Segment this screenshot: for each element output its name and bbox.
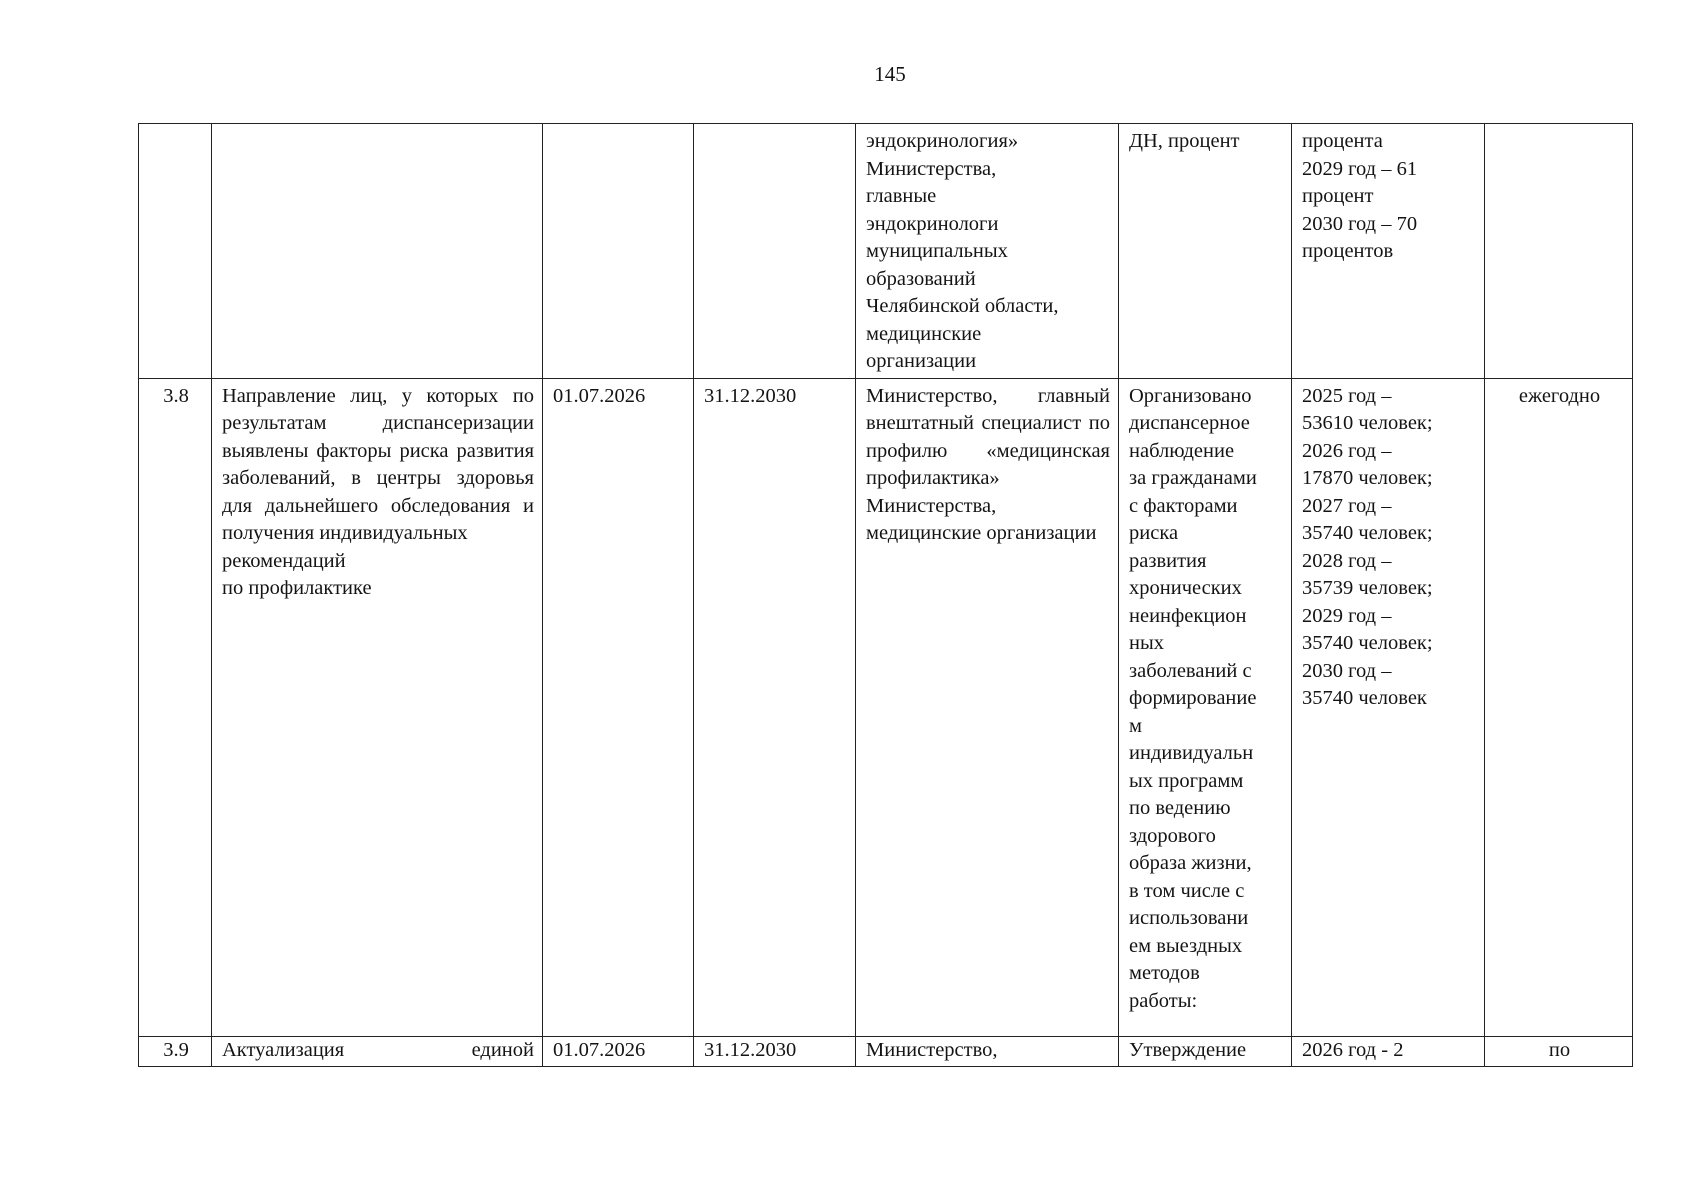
page-number: 145: [874, 62, 906, 86]
cell-number: 3.9: [139, 1036, 212, 1067]
cell-executors: [856, 124, 1119, 379]
cell-values: 2026 год - 2: [1292, 1036, 1485, 1067]
result-text: ДН, процент: [1129, 130, 1240, 152]
result-text: Организовано диспансерное наблюдение за гражданами с факторами риска развития хронических неинфекцион ных заболеваний с формирование м индивидуальн ых программ по ведению здорового образа жизни, в том числе с использовани ем выездных методов работы:: [1129, 384, 1257, 1012]
cell-end-date: 31.12.2030: [694, 378, 856, 1036]
cell-values: [1292, 378, 1485, 1036]
cell-end-date: [694, 124, 856, 379]
cell-periodicity: ежегодно: [1485, 378, 1633, 1036]
cell-measure-name: [212, 124, 543, 379]
measures-table: [138, 123, 1633, 1067]
measure-name-text: Направление лиц, у которых по результатам диспансеризации выявлены факторы риска развития заболеваний, в центры здоровья для дальнейшего обследования и получения индивидуальных рекомендаций по профилактике: [222, 384, 534, 599]
cell-end-date: 31.12.2030: [694, 1036, 856, 1067]
cell-start-date: 01.07.2026: [543, 378, 694, 1036]
cell-result: [1119, 378, 1292, 1036]
cell-measure-name: [212, 378, 543, 1036]
cell-executors: Министерство, главный внештатный специалист по профилю «медицинская профилактика» Министерства, медицинские организации: [856, 378, 1119, 1036]
cell-values: [1292, 124, 1485, 379]
table-row: [139, 124, 1633, 379]
cell-measure-name: Актуализация единой: [212, 1036, 543, 1067]
cell-start-date: 01.07.2026: [543, 1036, 694, 1067]
cell-periodicity: по: [1485, 1036, 1633, 1067]
cell-periodicity: [1485, 124, 1633, 379]
cell-result: [1119, 124, 1292, 379]
cell-number: [139, 124, 212, 379]
table-row: [139, 1036, 1633, 1067]
cell-number: 3.8: [139, 378, 212, 1036]
executors-text: эндокринология» Министерства, главные эндокринологи муниципальных образований Челябинской области, медицинские организации: [866, 130, 1059, 372]
cell-executors: Министерство,: [856, 1036, 1119, 1067]
cell-start-date: [543, 124, 694, 379]
table-row: [139, 378, 1633, 1036]
values-text: 2025 год – 53610 человек; 2026 год – 17870 человек; 2027 год – 35740 человек; 2028 год – 35739 человек; 2029 год – 35740 человек; 2030 год – 35740 человек: [1302, 384, 1433, 709]
values-text: процента 2029 год – 61 процент 2030 год – 70 процентов: [1302, 130, 1418, 262]
cell-result: Утверждение: [1119, 1036, 1292, 1067]
